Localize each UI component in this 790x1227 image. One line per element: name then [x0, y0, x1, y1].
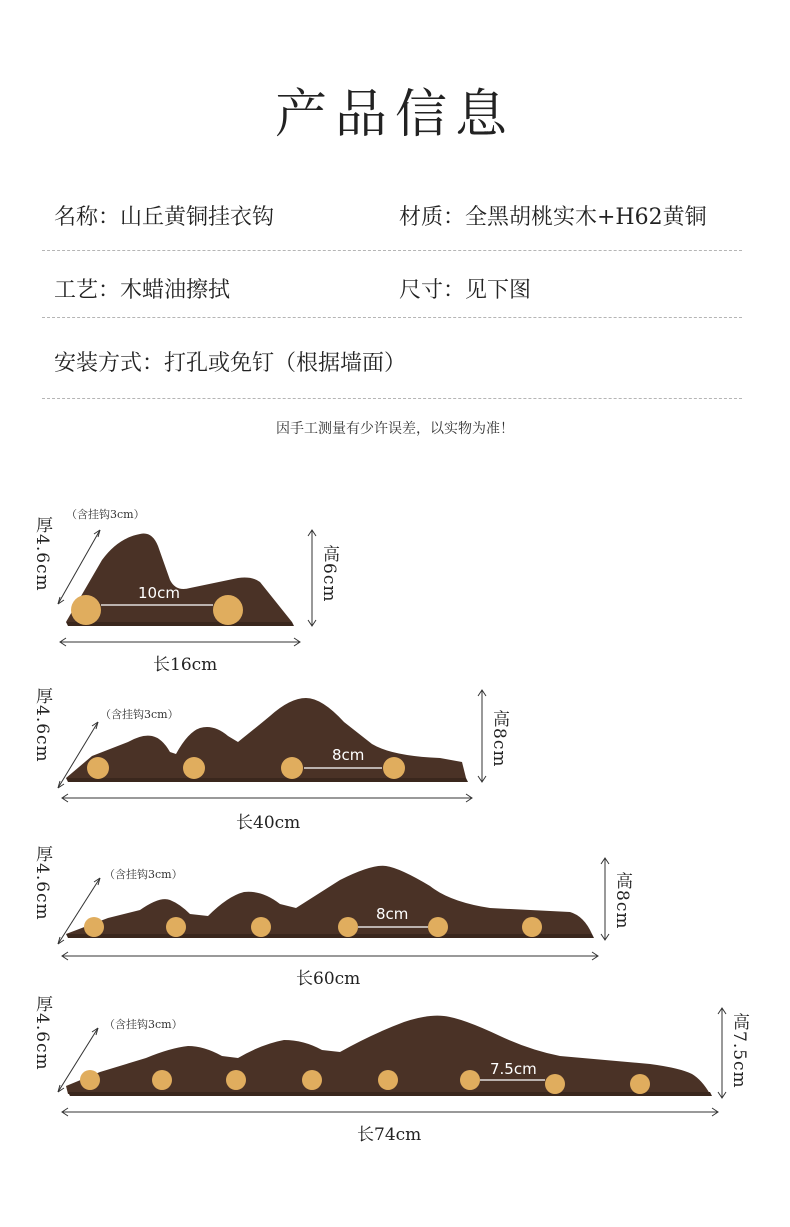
- spec-material: 材质：全黑胡桃实木+H62黄铜: [399, 205, 707, 230]
- length-label: 长40cm: [236, 813, 301, 833]
- spacing-label: 8cm: [332, 746, 365, 764]
- hook: [630, 1074, 650, 1094]
- hook: [226, 1070, 246, 1090]
- spacing-label: 7.5cm: [490, 1060, 537, 1078]
- height-label: 高6cm: [319, 545, 339, 603]
- spec-craft: 工艺：木蜡油擦拭: [54, 278, 231, 303]
- hook-note: （含挂钩3cm）: [66, 508, 145, 521]
- page-title: 产品信息: [274, 85, 515, 145]
- thickness-label: 厚4.6cm: [32, 995, 52, 1071]
- height-label: 高8cm: [489, 710, 509, 768]
- spec-size: 尺寸：见下图: [399, 278, 532, 303]
- height-label: 高7.5cm: [729, 1013, 749, 1089]
- thickness-label: 厚4.6cm: [32, 687, 52, 763]
- thickness-label: 厚4.6cm: [32, 845, 52, 921]
- hook: [302, 1070, 322, 1090]
- hook: [80, 1070, 100, 1090]
- spacing-label: 8cm: [376, 905, 409, 923]
- height-label: 高8cm: [612, 872, 632, 930]
- thickness-label: 厚4.6cm: [32, 516, 52, 592]
- spacing-label: 10cm: [138, 584, 180, 602]
- hook-note: （含挂钩3cm）: [100, 708, 179, 721]
- spec-install: 安装方式：打孔或免钉（根据墙面）: [54, 351, 407, 376]
- length-label: 长60cm: [296, 969, 361, 989]
- spec-name: 名称：山丘黄铜挂衣钩: [54, 205, 275, 230]
- hook-note: （含挂钩3cm）: [104, 868, 183, 881]
- length-label: 长74cm: [357, 1125, 422, 1145]
- hook: [152, 1070, 172, 1090]
- hook: [378, 1070, 398, 1090]
- length-label: 长16cm: [153, 655, 218, 675]
- hook: [460, 1070, 480, 1090]
- hook-note: （含挂钩3cm）: [104, 1018, 183, 1031]
- hook: [545, 1074, 565, 1094]
- measurement-note: 因手工测量有少许误差，以实物为准！: [276, 421, 514, 437]
